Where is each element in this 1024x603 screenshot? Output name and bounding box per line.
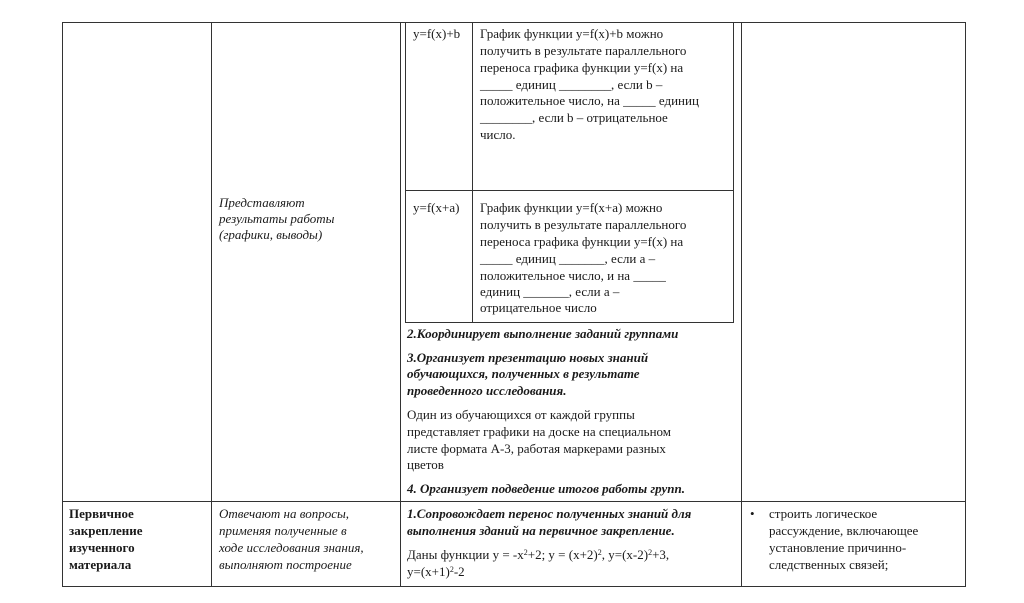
formula-shift-horizontal: y=f(x+a) xyxy=(413,200,460,215)
outer-left-border xyxy=(62,22,63,587)
inner-right-border xyxy=(733,22,734,323)
inner-bottom-border xyxy=(405,322,734,323)
col-divider-2 xyxy=(400,22,401,587)
inner-col-divider xyxy=(472,22,473,323)
inner-left-border xyxy=(405,22,406,323)
bullet-icon: • xyxy=(750,506,755,521)
inner-row-divider xyxy=(405,190,734,191)
teacher-step-4: 4. Организует подведение итогов работы групп. xyxy=(407,481,685,496)
col-divider-1 xyxy=(211,22,212,587)
formula-shift-vertical: y=f(x)+b xyxy=(413,26,461,41)
stage-row-top-border xyxy=(62,501,966,502)
functions-line-2: $y=(x+1)^2-2$ xyxy=(407,564,465,579)
outer-top-border xyxy=(62,22,966,23)
outer-bottom-border xyxy=(62,586,966,587)
col-divider-3 xyxy=(741,22,742,587)
outer-right-border xyxy=(965,22,966,587)
functions-line-1: Даны функции $y = -x^2+2$; $y = (x+2)^2$, $y=(x-2)^2+3$, xyxy=(407,547,670,562)
teacher-step-2: 2.Координирует выполнение заданий группами xyxy=(407,326,679,341)
